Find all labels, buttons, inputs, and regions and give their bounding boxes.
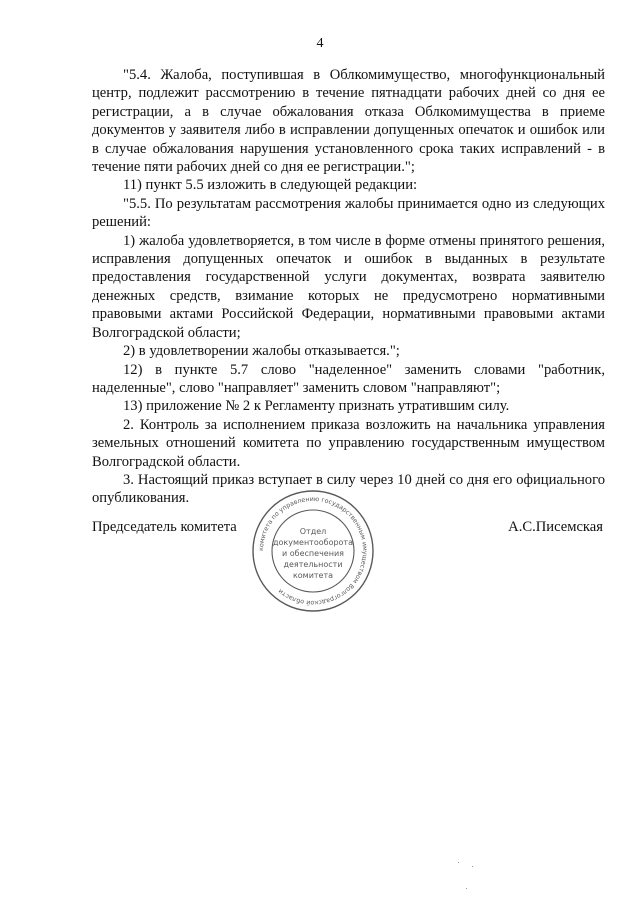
paragraph-control: 2. Контроль за исполнением приказа возложить на начальника управления земельных отношений комитета по управлению государственным имуществом Волгоградской области. [92, 416, 605, 470]
paragraph-5-5: "5.5. По результатам рассмотрения жалобы принимается одно из следующих решений: [92, 195, 605, 231]
signature-block [0, 480, 640, 610]
scan-speck [466, 888, 467, 889]
stamp-line-2: документооборота [273, 538, 353, 547]
stamp-seal [250, 488, 376, 614]
page-number: 4 [316, 36, 324, 51]
scan-speck [458, 862, 459, 863]
stamp-line-5: комитета [292, 571, 334, 580]
paragraph-decision-2: 2) в удовлетворении жалобы отказывается."; [123, 343, 400, 360]
document-body [92, 66, 605, 508]
paragraph-item-12: 12) в пункте 5.7 слово "наделенное" заменить словами "работник, наделенные", слово "направляет" заменить словом "направляют"; [92, 361, 605, 396]
signer-title: Председатель комитета [92, 519, 237, 535]
signer-name: А.С.Писемская [508, 519, 603, 535]
stamp-line-1: Отдел [299, 527, 327, 536]
paragraph-5-4: "5.4. Жалоба, поступившая в Облкомимущество, многофункциональный центр, подлежит рассмотрению в течение пятнадцати рабочих дней со дня ее регистрации, а в случае обжалования отказа Облкомимущества в приеме документов у заявителя либо в исправлении допущенных опечаток и ошибок или в случае обжалования нарушения установленного срока таких исправлений - в течение пяти рабочих дней со дня ее регистрации."; [92, 67, 605, 176]
paragraph-decision-1: 1) жалоба удовлетворяется, в том числе в форме отмены принятого решения, исправления допущенных опечаток и ошибок в выданных в результате предоставления государственной услуги документах, возврата заявителю денежных средств, взимание которых не предусмотрено нормативными правовыми актами Российской Федерации, нормативными правовыми актами Волгоградской области; [92, 232, 605, 341]
stamp-line-4: деятельности [283, 560, 343, 569]
paragraph-item-11: 11) пункт 5.5 изложить в следующей редакции: [123, 177, 418, 194]
stamp-line-3: и обеспечения [282, 549, 344, 558]
scan-speck [472, 866, 473, 867]
paragraph-effective: 3. Настоящий приказ вступает в силу через 10 дней со дня его официального опубликования. [92, 471, 605, 507]
stamp-outer-text-path: комитета по управлению государственным имуществом Волгоградской области [257, 495, 369, 607]
paragraph-item-13: 13) приложение № 2 к Регламенту признать утратившим силу. [123, 398, 510, 415]
